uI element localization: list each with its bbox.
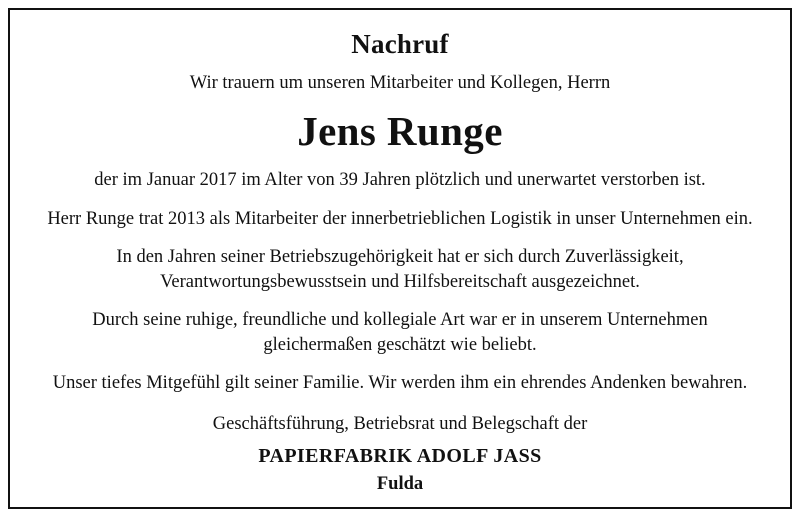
obituary-content [8,8,792,509]
deceased-name: Jens Runge [297,107,503,154]
company-city: Fulda [376,474,424,494]
signoff-text: Geschäftsführung, Betriebsrat und Belegschaft der [212,414,588,435]
paragraph-4: Durch seine ruhige, freundliche und kollegiale Art war er in unserem Unternehmen gleichermaßen geschätzt wie beliebt. [92,310,708,355]
intro-text: Wir trauern um unseren Mitarbeiter und Kollegen, Herrn [189,72,611,93]
paragraph-3: In den Jahren seiner Betriebszugehörigkeit hat er sich durch Zuverlässigkeit, Verantwortungsbewusstsein und Hilfsbereitschaft ausgezeichnet. [116,247,684,292]
paragraph-2: Herr Runge trat 2013 als Mitarbeiter der innerbetrieblichen Logistik in unser Unternehmen ein. [47,208,753,229]
page-title: Nachruf [351,29,449,59]
company-name: PAPIERFABRIK ADOLF JASS [258,445,542,467]
paragraph-5: Unser tiefes Mitgefühl gilt seiner Familie. Wir werden ihm ein ehrendes Andenken bewahren. [52,373,748,394]
paragraph-1: der im Januar 2017 im Alter von 39 Jahren plötzlich und unerwartet verstorben ist. [94,169,706,190]
